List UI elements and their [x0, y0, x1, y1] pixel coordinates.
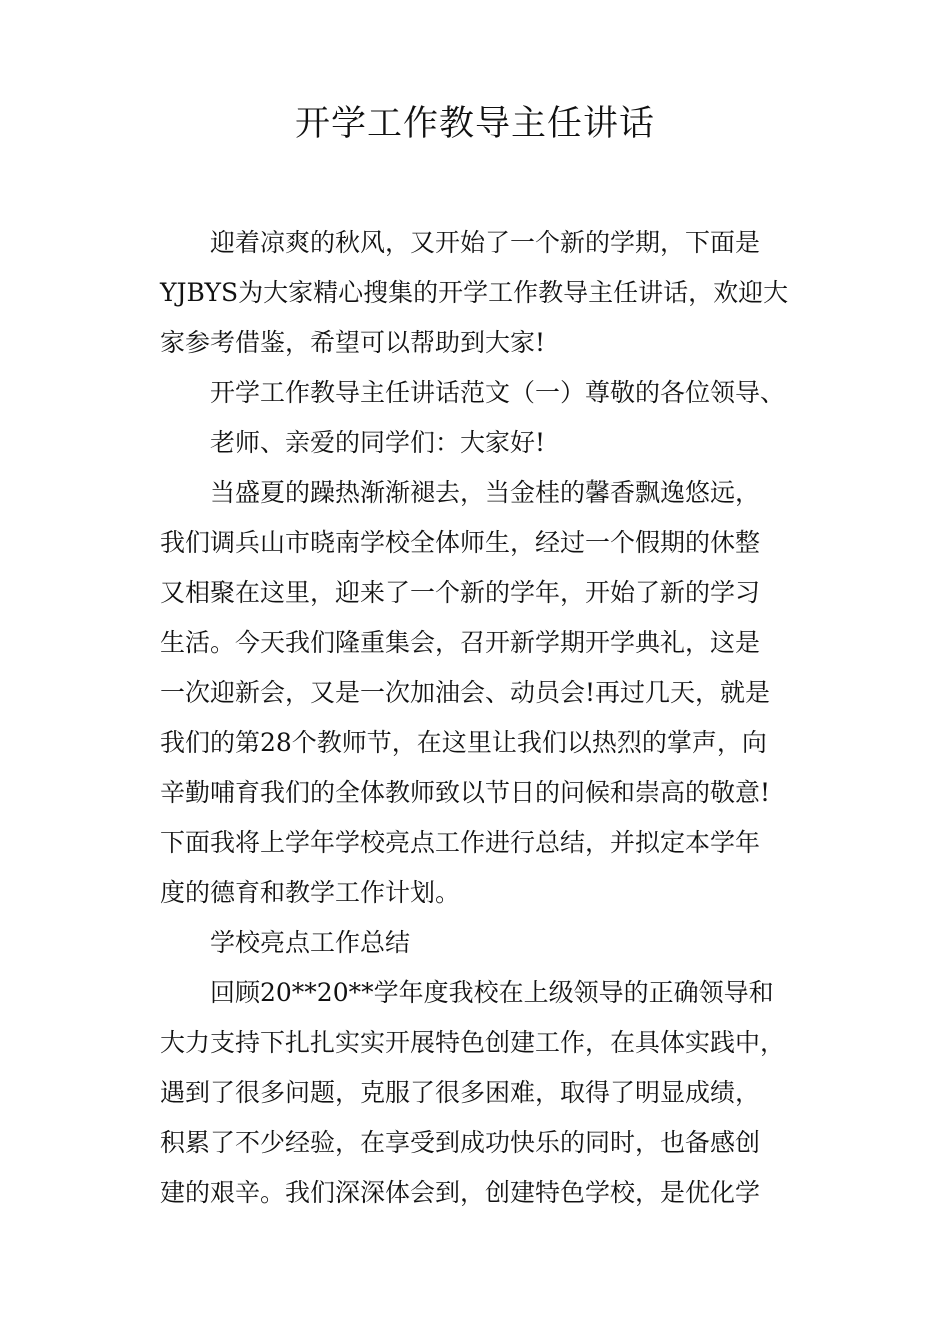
- paragraph-line: 建的艰辛。我们深深体会到，创建特色学校，是优化学: [160, 1178, 761, 1207]
- paragraph-line: 积累了不少经验，在享受到成功快乐的同时，也备感创: [160, 1128, 761, 1157]
- document-body: [160, 218, 792, 1218]
- paragraph-line: 回顾20**20**学年度我校在上级领导的正确领导和: [210, 978, 774, 1007]
- paragraph-line: 度的德育和教学工作计划。: [160, 878, 461, 907]
- paragraph-line: 当盛夏的躁热渐渐褪去，当金桂的馨香飘逸悠远，: [210, 478, 761, 507]
- paragraph-line: 生活。今天我们隆重集会，召开新学期开学典礼，这是: [160, 628, 761, 657]
- paragraph-line: 遇到了很多问题，克服了很多困难，取得了明显成绩，: [160, 1078, 761, 1107]
- paragraph-line: 老师、亲爱的同学们：大家好!: [210, 428, 546, 457]
- document-title: 开学工作教导主任讲话: [294, 104, 655, 144]
- paragraph-line: 一次迎新会，又是一次加油会、动员会!再过几天，就是: [160, 678, 771, 707]
- paragraph-line: 家参考借鉴，希望可以帮助到大家!: [160, 328, 546, 357]
- section-heading: 学校亮点工作总结: [210, 928, 411, 957]
- paragraph-line: 迎着凉爽的秋风，又开始了一个新的学期，下面是: [210, 228, 761, 257]
- paragraph-line: 辛勤哺育我们的全体教师致以节日的问候和崇高的敬意!: [160, 778, 771, 807]
- paragraph-line: 下面我将上学年学校亮点工作进行总结，并拟定本学年: [160, 828, 761, 857]
- paragraph-line: 又相聚在这里，迎来了一个新的学年，开始了新的学习: [160, 578, 761, 607]
- paragraph-line: 我们的第28个教师节，在这里让我们以热烈的掌声，向: [160, 728, 767, 757]
- paragraph-line: 大力支持下扎扎实实开展特色创建工作，在具体实践中，: [160, 1028, 786, 1057]
- paragraph-line: YJBYS为大家精心搜集的开学工作教导主任讲话，欢迎大: [160, 278, 789, 307]
- paragraph-line: 我们调兵山市晓南学校全体师生，经过一个假期的休整: [160, 528, 761, 557]
- paragraph-line: 开学工作教导主任讲话范文（一）尊敬的各位领导、: [210, 378, 786, 407]
